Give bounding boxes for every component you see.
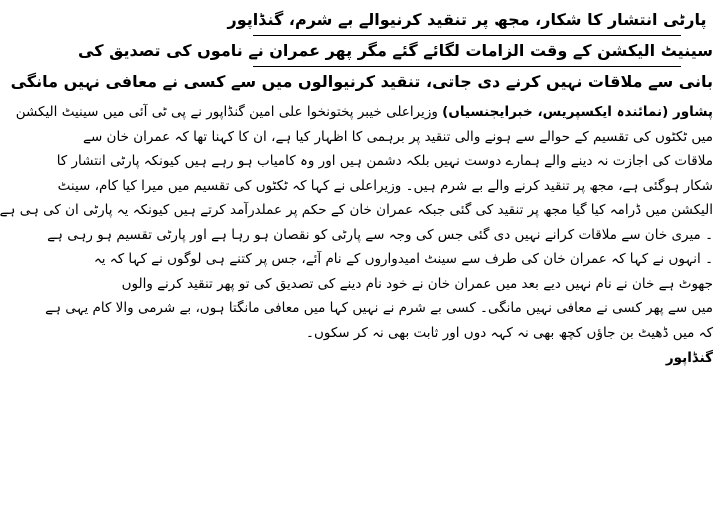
article-line-3: ملاقات کی اجازت نہ دینے والے ہمارے دوست نہیں بلکہ دشمن ہیں اور وہ کامیاب ہو رہے ہیں کیونکہ پارٹی انتشار کا bbox=[56, 153, 713, 169]
article-line-4: شکار ہوگئی ہے، مجھ پر تنقید کرنے والے بے شرم ہیں۔ وزیراعلی نے کہا کہ ٹکٹوں کی تقسیم میں میرا کیا کام، سینٹ bbox=[57, 177, 713, 194]
headline-line-3: بانی سے ملاقات نہیں کرنے دی جاتی، تنقید کرنیوالوں میں سے کسی نے معافی نہیں مانگی bbox=[10, 72, 713, 91]
headline-line-1: پارٹی انتشار کا شکار، مجھ پر تنقید کرنیوالے بے شرم، گنڈاپور bbox=[227, 10, 707, 29]
article-line-7: ۔ انہوں نے کہا کہ عمران خان کی طرف سے سینٹ امیدواروں کے نام آئے، جس پر کتنے ہی لوگوں نے کہا کہ یہ bbox=[93, 251, 713, 267]
article-line-1-text: وزیراعلی خیبر پختونخوا علی امین گنڈاپور نے پی ٹی آئی میں سینیٹ الیکشن bbox=[15, 104, 443, 120]
article-line-9: میں سے پھر کسی نے معافی نہیں مانگی۔ کسی بے شرم نے نہیں کہا میں معافی مانگتا ہوں، بے شرمی والا کام یہی ہے bbox=[45, 300, 713, 316]
headline-block bbox=[10, 6, 713, 96]
article-dateline: پشاور (نمائندہ ایکسپریس، خبرایجنسیاں) bbox=[442, 104, 713, 120]
headline-divider-1 bbox=[253, 35, 681, 36]
photo-caption: گنڈاپور bbox=[665, 350, 713, 366]
article-line-5: الیکشن میں ڈرامہ کیا گیا مجھ پر تنقید کی گئی جبکہ عمران خان کے حکم پر عملدرآمد کرتے ہیں کیونکہ یہ پارٹی ان کی ہی ہے bbox=[0, 202, 713, 218]
article-line-10: کہ میں ڈھیٹ بن جاؤں کچھ بھی نہ کہہ دوں اور ثابت بھی نہ کر سکوں۔ bbox=[306, 324, 713, 341]
headline-divider-2 bbox=[253, 66, 681, 67]
article-line-6: ۔ میری خان سے ملاقات کرانے نہیں دی گئی جس کی وجہ سے پارٹی کو نقصان ہو رہا ہے اور پارٹی تقسیم ہو رہی ہے bbox=[47, 226, 713, 243]
article-line-2: میں ٹکٹوں کی تقسیم کے حوالے سے ہونے والی تنقید پر برہمی کا اظہار کیا ہے، ان کا کہنا تھا کہ عمران خان سے bbox=[83, 128, 713, 145]
headline-line-2: سینیٹ الیکشن کے وقت الزامات لگائے گئے مگر پھر عمران نے ناموں کی تصدیق کی bbox=[78, 41, 713, 60]
article-body bbox=[0, 100, 713, 345]
article-line-1 bbox=[15, 100, 713, 125]
article-line-8: جھوٹ ہے خان نے نام نہیں دیے بعد میں عمران خان نے خود نام دینے کی تصدیق کی تو پھر تنقید کرنے والوں bbox=[121, 275, 713, 292]
